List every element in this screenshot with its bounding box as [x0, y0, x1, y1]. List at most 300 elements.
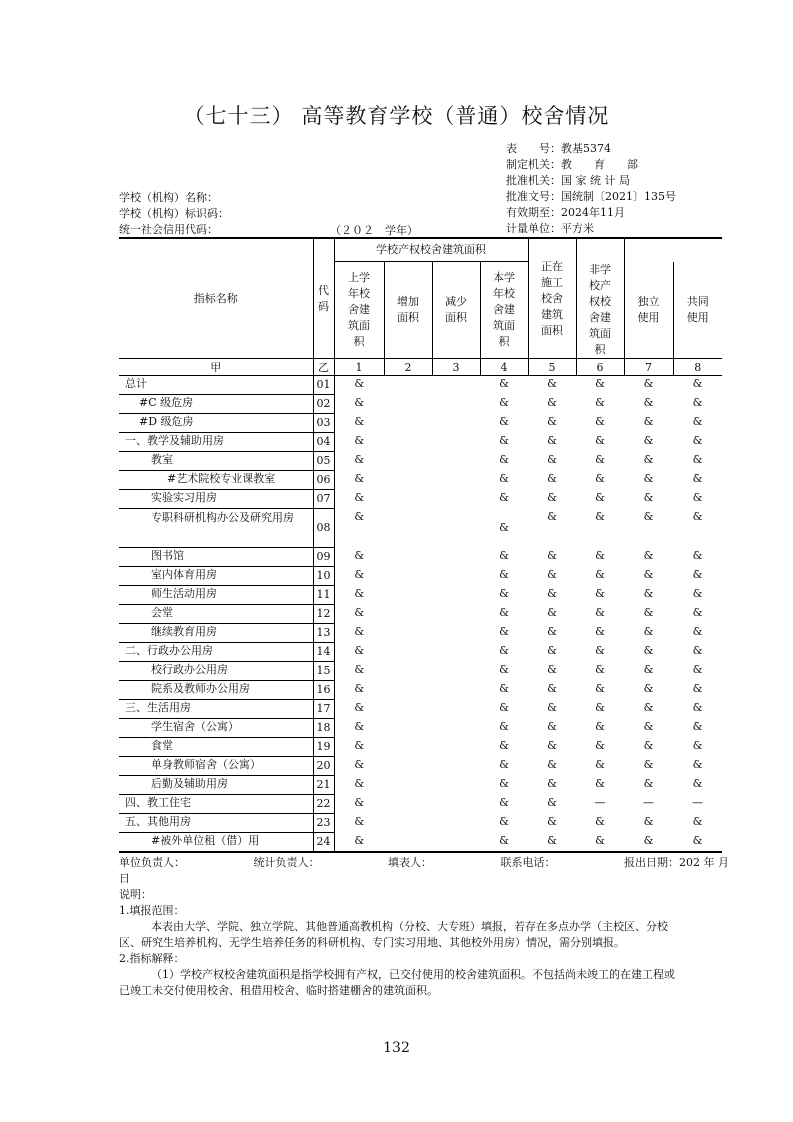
row-cell: &: [595, 490, 605, 504]
row-cell: &: [354, 414, 365, 428]
row-name: 总计: [119, 376, 313, 395]
header-col6: 非学校产权校舍建筑面积: [576, 262, 624, 359]
row-cell: &: [643, 624, 654, 638]
header-indicator: 指标名称: [119, 238, 313, 359]
row-cell: [384, 738, 432, 757]
row-cell: [384, 548, 432, 567]
row-name: 实验实习用房: [119, 490, 313, 509]
row-cell: &: [354, 643, 365, 657]
row-cell: &: [547, 548, 557, 562]
row-cell: [384, 414, 432, 433]
row-cell: &: [595, 509, 605, 523]
row-cell: &: [692, 624, 703, 638]
form-meta-line: 批准文号：国统制〔2021〕135号: [506, 190, 676, 203]
row-code: 06: [313, 471, 334, 490]
row-name: 学生宿舍（公寓）: [119, 719, 313, 738]
row-cell: [384, 471, 432, 490]
row-cell: &: [643, 833, 654, 847]
form-meta-line: 制定机关：教 育 部: [506, 158, 638, 171]
header-col5: 正在施工校舍建筑面积: [528, 238, 576, 359]
row-cell: &: [354, 605, 365, 619]
row-cell: &: [643, 490, 654, 504]
row-cell: &: [499, 833, 509, 847]
row-cell: &: [547, 700, 557, 714]
row-cell: [384, 624, 432, 643]
row-cell: &: [354, 776, 365, 790]
row-cell: &: [499, 414, 509, 428]
row-name: 后勤及辅助用房: [119, 776, 313, 795]
form-meta: [506, 141, 676, 237]
row-cell: &: [547, 509, 557, 523]
report-date-label: 报出日期：202 年 月: [624, 856, 729, 869]
row-cell: &: [595, 719, 605, 733]
row-cell: &: [692, 738, 703, 752]
row-code: 03: [313, 414, 334, 433]
row-cell: &: [354, 433, 365, 447]
row-name: 四、教工住宅: [119, 795, 313, 814]
row-cell: [384, 586, 432, 605]
row-code: 18: [313, 719, 334, 738]
row-cell: &: [643, 643, 654, 657]
column-number: 6: [576, 359, 624, 376]
row-cell: &: [499, 433, 509, 447]
row-cell: &: [499, 795, 509, 809]
school-meta: [119, 190, 229, 238]
row-cell: &: [692, 681, 703, 695]
row-code: 02: [313, 395, 334, 414]
row-cell: &: [354, 567, 365, 581]
row-cell: [432, 567, 480, 586]
row-code: 15: [313, 662, 334, 681]
row-name: 院系及教师办公用房: [119, 681, 313, 700]
table-row: [119, 643, 722, 662]
row-cell: &: [547, 624, 557, 638]
row-cell: [432, 586, 480, 605]
row-cell: &: [643, 395, 654, 409]
row-cell: [432, 719, 480, 738]
row-cell: &: [643, 452, 654, 466]
row-cell: [432, 433, 480, 452]
row-cell: &: [692, 605, 703, 619]
row-name: #艺术院校专业课教室: [119, 471, 313, 490]
table-row: [119, 605, 722, 624]
row-cell: &: [499, 471, 509, 485]
row-cell: &: [643, 700, 654, 714]
row-cell: [432, 795, 480, 814]
row-cell: &: [547, 738, 557, 752]
row-cell: &: [499, 757, 509, 771]
row-cell: &: [692, 471, 703, 485]
row-cell: &: [643, 509, 654, 523]
row-cell: &: [547, 814, 557, 828]
row-name: 继续教育用房: [119, 624, 313, 643]
table-row: [119, 509, 722, 548]
row-cell: &: [643, 377, 654, 390]
row-cell: [384, 643, 432, 662]
table-row: [119, 700, 722, 719]
school-name-label: 学校（机构）名称：: [119, 191, 218, 204]
row-cell: &: [692, 719, 703, 733]
page-number: 132: [383, 1040, 410, 1056]
row-cell: &: [499, 395, 509, 409]
notes-scope-text: 本表由大学、学院、独立学院、其他普通高教机构（分校、大专班）填报，若存在多点办学（主校区、分校区、研究生培养机构、无学生培养任务的科研机构、专门实习用地、其他校外用房）情况，需分别填报。: [119, 920, 668, 949]
row-cell: &: [547, 719, 557, 733]
row-cell: &: [692, 833, 703, 847]
school-id-label: 学校（机构）标识码：: [119, 207, 229, 220]
row-cell: &: [547, 452, 557, 466]
row-cell: &: [595, 643, 605, 657]
row-name: 一、教学及辅助用房: [119, 433, 313, 452]
header-col78-top: [624, 238, 722, 262]
row-cell: &: [354, 719, 365, 733]
row-cell: [384, 681, 432, 700]
row-cell: [384, 376, 432, 395]
row-cell: &: [595, 738, 605, 752]
signature-block: [119, 855, 729, 887]
unit-head-label: 单位负责人：: [119, 856, 185, 869]
row-code: 17: [313, 700, 334, 719]
table-row: [119, 719, 722, 738]
row-name: 教室: [119, 452, 313, 471]
row-name: 二、行政办公用房: [119, 643, 313, 662]
row-cell: &: [547, 586, 557, 600]
column-number: 1: [334, 359, 384, 376]
row-cell: [432, 776, 480, 795]
table-row: [119, 833, 722, 853]
stat-head-label: 统计负责人：: [253, 856, 320, 869]
credit-code-label: 统一社会信用代码：: [119, 223, 218, 236]
row-cell: &: [499, 605, 509, 619]
row-cell: &: [643, 757, 654, 771]
notes-label: 说明：: [119, 888, 152, 901]
row-code: 12: [313, 605, 334, 624]
row-cell: [432, 471, 480, 490]
form-meta-line: 计量单位：平方米: [506, 222, 594, 235]
row-cell: &: [547, 757, 557, 771]
row-cell: &: [692, 395, 703, 409]
row-name: 食堂: [119, 738, 313, 757]
row-cell: —: [594, 795, 606, 809]
row-cell: [432, 757, 480, 776]
table-row: [119, 738, 722, 757]
row-cell: &: [595, 377, 605, 390]
form-meta-line: 表 号：教基5374: [506, 142, 611, 155]
row-cell: &: [547, 795, 557, 809]
row-cell: &: [595, 814, 605, 828]
row-cell: &: [354, 700, 365, 714]
row-cell: [432, 548, 480, 567]
row-code: 14: [313, 643, 334, 662]
row-cell: &: [354, 548, 365, 562]
header-col4: 本学年校舍建筑面积: [480, 262, 528, 359]
row-cell: —: [643, 795, 654, 809]
row-cell: &: [643, 548, 654, 562]
row-code: 21: [313, 776, 334, 795]
row-cell: &: [354, 662, 365, 676]
column-number: 8: [673, 359, 722, 376]
row-cell: &: [595, 433, 605, 447]
row-code: 10: [313, 567, 334, 586]
row-cell: &: [595, 471, 605, 485]
row-cell: &: [692, 509, 703, 523]
table-row: [119, 471, 722, 490]
row-cell: [384, 795, 432, 814]
row-cell: &: [692, 377, 703, 390]
row-name: 师生活动用房: [119, 586, 313, 605]
column-number: 7: [624, 359, 673, 376]
table-row: [119, 586, 722, 605]
row-cell: [384, 433, 432, 452]
row-cell: &: [499, 377, 509, 390]
row-cell: [432, 490, 480, 509]
row-cell: &: [692, 662, 703, 676]
notes-scope-title: 1.填报范围：: [119, 904, 185, 917]
row-cell: [432, 624, 480, 643]
row-cell: [384, 757, 432, 776]
row-cell: &: [499, 662, 509, 676]
row-cell: &: [643, 681, 654, 695]
row-cell: &: [354, 624, 365, 638]
form-meta-line: 批准机关：国 家 统 计 局: [506, 174, 630, 187]
row-cell: [432, 643, 480, 662]
row-cell: &: [499, 776, 509, 790]
table-row: [119, 757, 722, 776]
row-cell: &: [595, 681, 605, 695]
row-cell: &: [547, 662, 557, 676]
row-cell: [384, 395, 432, 414]
row-cell: &: [354, 833, 365, 847]
table-row: [119, 395, 722, 414]
table-row: [119, 376, 722, 395]
table-row: [119, 814, 722, 833]
header-col2: 增加面积: [384, 262, 432, 359]
row-cell: &: [643, 719, 654, 733]
column-number: 2: [384, 359, 432, 376]
row-cell: &: [595, 700, 605, 714]
row-cell: &: [643, 738, 654, 752]
row-cell: &: [354, 471, 365, 485]
header-col8: 共同使用: [673, 262, 722, 359]
row-cell: &: [547, 605, 557, 619]
row-cell: &: [692, 814, 703, 828]
row-cell: &: [643, 662, 654, 676]
row-name: 会堂: [119, 605, 313, 624]
row-cell: &: [354, 490, 365, 504]
column-number: 乙: [313, 359, 334, 376]
row-cell: [384, 567, 432, 586]
row-cell: &: [499, 719, 509, 733]
row-cell: &: [547, 395, 557, 409]
row-cell: &: [354, 795, 365, 809]
row-cell: [384, 833, 432, 853]
row-name: #C 级危房: [119, 395, 313, 414]
row-cell: &: [499, 814, 509, 828]
row-cell: [384, 509, 432, 548]
row-code: 08: [313, 509, 334, 548]
table-row: [119, 776, 722, 795]
header-col1: 上学年校舍建筑面积: [334, 262, 384, 359]
row-cell: [384, 490, 432, 509]
row-cell: &: [692, 548, 703, 562]
notes-definition-text: （1）学校产权校舍建筑面积是指学校拥有产权，已交付使用的校舍建筑面积。不包括尚未竣工的在建工程或已竣工未交付使用校舍、租借用校舍、临时搭建棚舍的建筑面积。: [119, 968, 675, 997]
row-cell: [432, 395, 480, 414]
row-cell: &: [595, 624, 605, 638]
row-code: 13: [313, 624, 334, 643]
row-cell: &: [499, 490, 509, 504]
row-cell: &: [499, 586, 509, 600]
column-number: 4: [480, 359, 528, 376]
row-name: 室内体育用房: [119, 567, 313, 586]
row-code: 04: [313, 433, 334, 452]
row-code: 05: [313, 452, 334, 471]
row-cell: &: [643, 433, 654, 447]
row-name: 专职科研机构办公及研究用房: [119, 509, 313, 548]
filler-label: 填表人：: [388, 856, 432, 869]
row-cell: &: [595, 548, 605, 562]
row-cell: &: [692, 776, 703, 790]
phone-label: 联系电话：: [500, 856, 556, 869]
row-cell: &: [354, 814, 365, 828]
column-number-row: [119, 359, 722, 376]
row-cell: [384, 719, 432, 738]
report-date-day: 日: [119, 872, 130, 885]
notes-section: [119, 887, 684, 999]
row-cell: &: [547, 433, 557, 447]
row-cell: [432, 452, 480, 471]
row-cell: &: [354, 509, 365, 523]
row-cell: &: [499, 624, 509, 638]
row-cell: &: [595, 452, 605, 466]
row-cell: &: [692, 452, 703, 466]
row-code: 24: [313, 833, 334, 853]
row-cell: &: [595, 757, 605, 771]
row-cell: &: [595, 395, 605, 409]
header-col6-top: [576, 238, 624, 262]
row-cell: &: [354, 681, 365, 695]
row-code: 22: [313, 795, 334, 814]
row-cell: &: [354, 452, 365, 466]
row-cell: [432, 681, 480, 700]
table-row: [119, 414, 722, 433]
row-cell: &: [595, 605, 605, 619]
row-cell: &: [595, 776, 605, 790]
row-cell: &: [547, 377, 557, 390]
row-cell: [432, 376, 480, 395]
header-school-owned: 学校产权校舍建筑面积: [334, 238, 528, 262]
building-area-table: [119, 237, 722, 853]
row-cell: &: [547, 833, 557, 847]
row-cell: &: [354, 586, 365, 600]
row-cell: &: [547, 643, 557, 657]
row-cell: [432, 662, 480, 681]
row-cell: [384, 700, 432, 719]
row-cell: &: [499, 681, 509, 695]
row-cell: &: [499, 738, 509, 752]
row-cell: &: [499, 700, 509, 714]
row-code: 01: [313, 376, 334, 395]
row-cell: &: [547, 490, 557, 504]
row-cell: [384, 605, 432, 624]
row-cell: [432, 509, 480, 548]
row-cell: &: [643, 814, 654, 828]
row-name: 图书馆: [119, 548, 313, 567]
table-row: [119, 624, 722, 643]
school-year: （２０２ 学年）: [330, 224, 418, 237]
row-cell: &: [547, 414, 557, 428]
row-cell: &: [499, 452, 509, 466]
row-cell: &: [499, 521, 509, 534]
header-col7: 独立使用: [624, 262, 673, 359]
header-col3: 减少面积: [432, 262, 480, 359]
row-cell: [384, 662, 432, 681]
row-cell: [384, 452, 432, 471]
row-cell: [432, 414, 480, 433]
row-cell: &: [692, 586, 703, 600]
row-name: 三、生活用房: [119, 700, 313, 719]
row-code: 19: [313, 738, 334, 757]
table-row: [119, 567, 722, 586]
column-number: 3: [432, 359, 480, 376]
row-cell: &: [692, 643, 703, 657]
row-cell: &: [692, 567, 703, 581]
table-row: [119, 490, 722, 509]
row-name: 单身教师宿舍（公寓）: [119, 757, 313, 776]
row-cell: [432, 738, 480, 757]
row-cell: &: [595, 567, 605, 581]
table-row: [119, 433, 722, 452]
row-cell: &: [643, 605, 654, 619]
row-cell: &: [354, 395, 365, 409]
row-cell: [432, 605, 480, 624]
row-name: #D 级危房: [119, 414, 313, 433]
row-cell: &: [643, 414, 654, 428]
row-cell: &: [499, 567, 509, 581]
form-meta-line: 有效期至：2024年11月: [506, 206, 625, 219]
page-title: （七十三） 高等教育学校（普通）校舍情况: [183, 104, 610, 128]
row-cell: &: [692, 490, 703, 504]
row-cell: &: [692, 757, 703, 771]
row-cell: [432, 814, 480, 833]
table-row: [119, 452, 722, 471]
column-number: 甲: [119, 359, 313, 376]
row-cell: &: [595, 586, 605, 600]
row-cell: &: [499, 548, 509, 562]
row-cell: [432, 833, 480, 853]
table-row: [119, 548, 722, 567]
table-row: [119, 662, 722, 681]
row-cell: &: [354, 377, 365, 390]
row-name: 五、其他用房: [119, 814, 313, 833]
row-cell: &: [354, 757, 365, 771]
row-code: 20: [313, 757, 334, 776]
table-row: [119, 795, 722, 814]
row-cell: &: [547, 567, 557, 581]
row-cell: &: [354, 738, 365, 752]
row-cell: &: [692, 700, 703, 714]
column-number: 5: [528, 359, 576, 376]
table-row: [119, 681, 722, 700]
row-cell: &: [595, 833, 605, 847]
row-code: 16: [313, 681, 334, 700]
header-code: 代码: [313, 238, 334, 359]
row-cell: &: [643, 567, 654, 581]
row-cell: &: [692, 433, 703, 447]
row-code: 09: [313, 548, 334, 567]
row-cell: &: [547, 471, 557, 485]
row-cell: [384, 814, 432, 833]
row-code: 23: [313, 814, 334, 833]
row-cell: &: [692, 414, 703, 428]
